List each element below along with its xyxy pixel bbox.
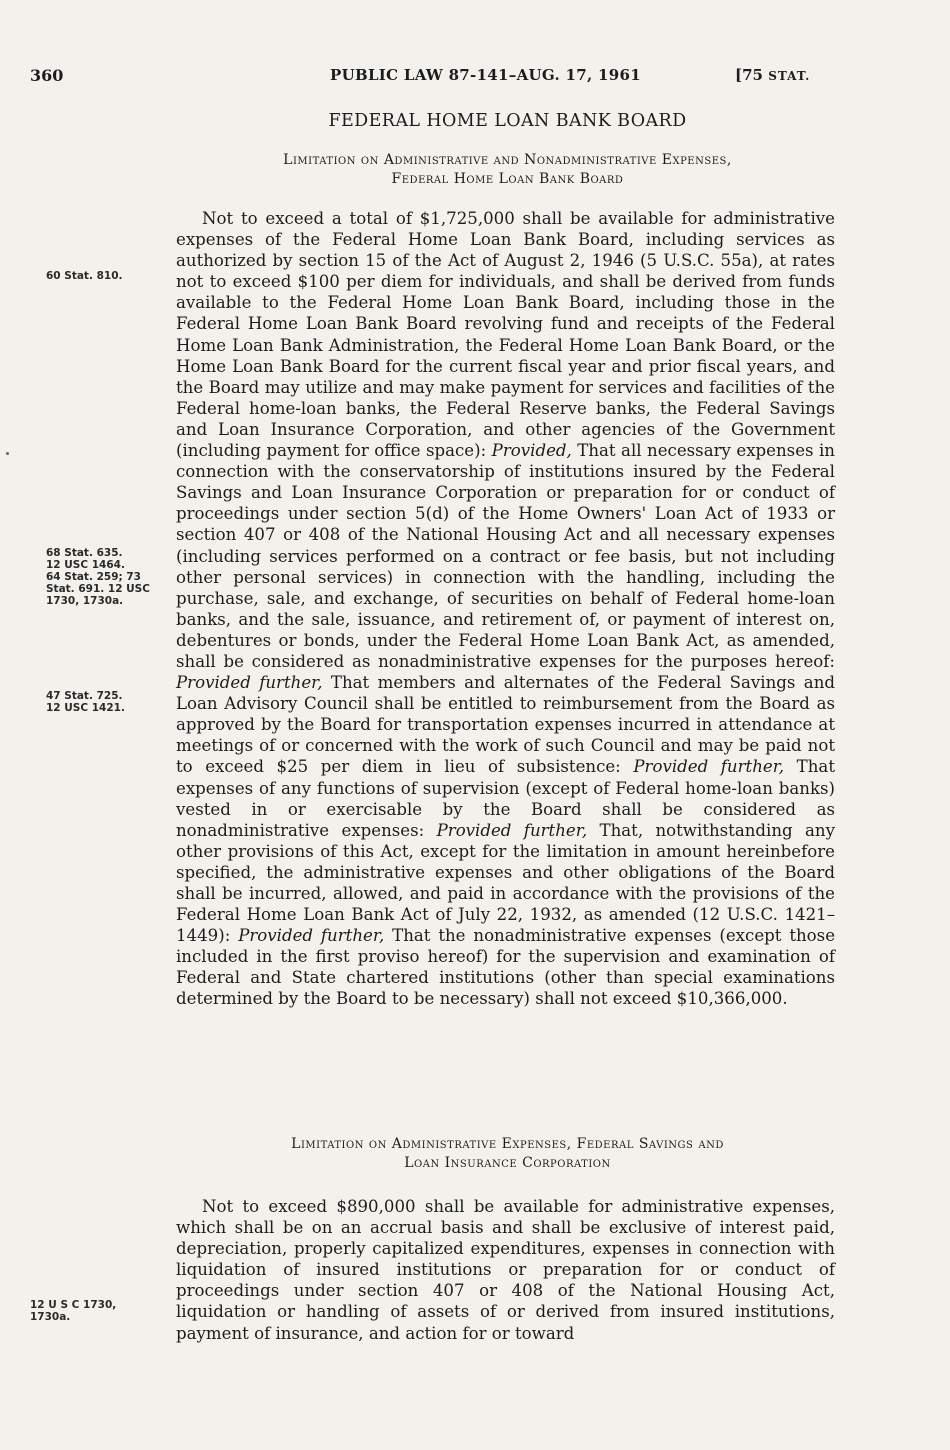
text-run: That the nonadministrative expenses (except those included in the first proviso hereof) for the supervision and examination of Federal and State chartered institutions (other than special examinations determined by the Board to be necessary) shall not exceed $10,366,000. (176, 926, 836, 1009)
statute-reference (735, 66, 810, 84)
margin-note-line: 68 Stat. 635. (46, 547, 123, 559)
paragraph-fhlbb (176, 208, 835, 1010)
running-title: PUBLIC LAW 87-141–AUG. 17, 1961 (330, 66, 641, 84)
subheading-line: Federal Home Loan Bank Board (391, 171, 624, 187)
subheading-line: Limitation on Administrative and Nonadministrative Expenses, (283, 152, 732, 168)
text-run: That expenses of any functions of supervision (except of Federal home-loan banks) vested in or exercisable by the Board shall be considered as nonadministrative expenses: (176, 757, 835, 840)
text-run: That all necessary expenses in connection with the conservatorship of institutions insured by the Federal Savings and Loan Insurance Corporation or preparation for or conduct of proceedings under section 5(d) of the Home Owners' Loan Act of 1933 or section 407 or 408 of the National Housing Act and all necessary expenses (including services performed on a contract or fee basis, but not including other personal services) in connection with the handling, including the purchase, sale, and exchange, of securities on behalf of Federal home-loan banks, and the sale, issuance, and retirement of, or payment of interest on, debentures or bonds, under the Federal Home Loan Bank Act, as amended, shall be considered as nonadministrative expenses for the purposes hereof: (176, 441, 835, 671)
section-heading: FEDERAL HOME LOAN BANK BOARD (328, 111, 687, 131)
subheading-line: Limitation on Administrative Expenses, Federal Savings and (291, 1136, 724, 1152)
margin-note: 60 Stat. 810. (46, 270, 123, 282)
subheading-fslic (175, 1135, 840, 1173)
margin-note (46, 547, 186, 607)
margin-note-line: 1730, 1730a. (46, 595, 124, 607)
stat-prefix: [75 (735, 66, 769, 84)
stat-label: STAT. (768, 69, 811, 83)
margin-note-line: 12 USC 1421. (46, 702, 125, 714)
proviso: Provided, (491, 441, 572, 461)
text-run: That, notwithstanding any other provisions of this Act, except for the limitation in amount hereinbefore specified, the administrative expenses and other obligations of the Board shall be incurred, allowed, and paid in accordance with the provisions of the Federal Home Loan Bank Act of July 22, 1932, as amended (12 U.S.C. 1421–1449): (176, 820, 835, 946)
proviso: Provided further, (436, 820, 588, 840)
margin-note-line: 12 U S C 1730, (30, 1299, 117, 1311)
text-run: That members and alternates of the Federal Savings and Loan Advisory Council shall be entitled to reimbursement from the Board as approved by the Board for transportation expenses incurred in attendance at meetings of or concerned with the work of such Council and may be paid not to exceed $25 per diem in lieu of subsistence: (176, 673, 835, 777)
subheading-fhlbb (175, 151, 840, 189)
proviso: Provided further, (633, 757, 785, 777)
margin-dot (6, 452, 9, 455)
subheading-line: Loan Insurance Corporation (404, 1155, 611, 1171)
margin-note-line: 64 Stat. 259; 73 (46, 571, 141, 583)
margin-note-line: Stat. 691. 12 USC (46, 583, 150, 595)
margin-note (46, 690, 186, 714)
page-number: 360 (30, 66, 64, 85)
margin-note-line: 1730a. (30, 1311, 71, 1323)
proviso: Provided further, (238, 926, 385, 946)
margin-note-line: 12 USC 1464. (46, 559, 125, 571)
paragraph-body (176, 208, 835, 1010)
margin-note (30, 1299, 170, 1323)
running-head (0, 66, 950, 90)
text-run: Not to exceed a total of $1,725,000 shall be available for administrative expenses of the Federal Home Loan Bank Board, including services as authorized by section 15 of the Act of August 2, 1946 (5 U.S.C. 55a), at rates not to exceed $100 per diem for individuals, and shall be derived from funds available to the Federal Home Loan Bank Board, including those in the Federal Home Loan Bank Board revolving fund and receipts of the Federal Home Loan Bank Administration, the Federal Home Loan Bank Board, or the Home Loan Bank Board for the current fiscal year and prior fiscal years, and the Board may utilize and may make payment for services and facilities of the Federal home-loan banks, the Federal Reserve banks, the Federal Savings and Loan Insurance Corporation, and other agencies of the Government (including payment for office space): (176, 209, 835, 461)
margin-note-line: 47 Stat. 725. (46, 690, 123, 702)
paragraph-body: Not to exceed $890,000 shall be available for administrative expenses, which shall be on an accrual basis and shall be exclusive of interest paid, depreciation, properly capitalized expenditures, expenses in connection with liquidation of insured institutions or preparation for or conduct of proceedings under section 407 or 408 of the National Housing Act, liquidation or handling of assets of or derived from insured institutions, payment of insurance, and action for or toward (176, 1197, 835, 1343)
proviso: Provided further, (176, 673, 323, 693)
paragraph-fslic (176, 1196, 835, 1344)
